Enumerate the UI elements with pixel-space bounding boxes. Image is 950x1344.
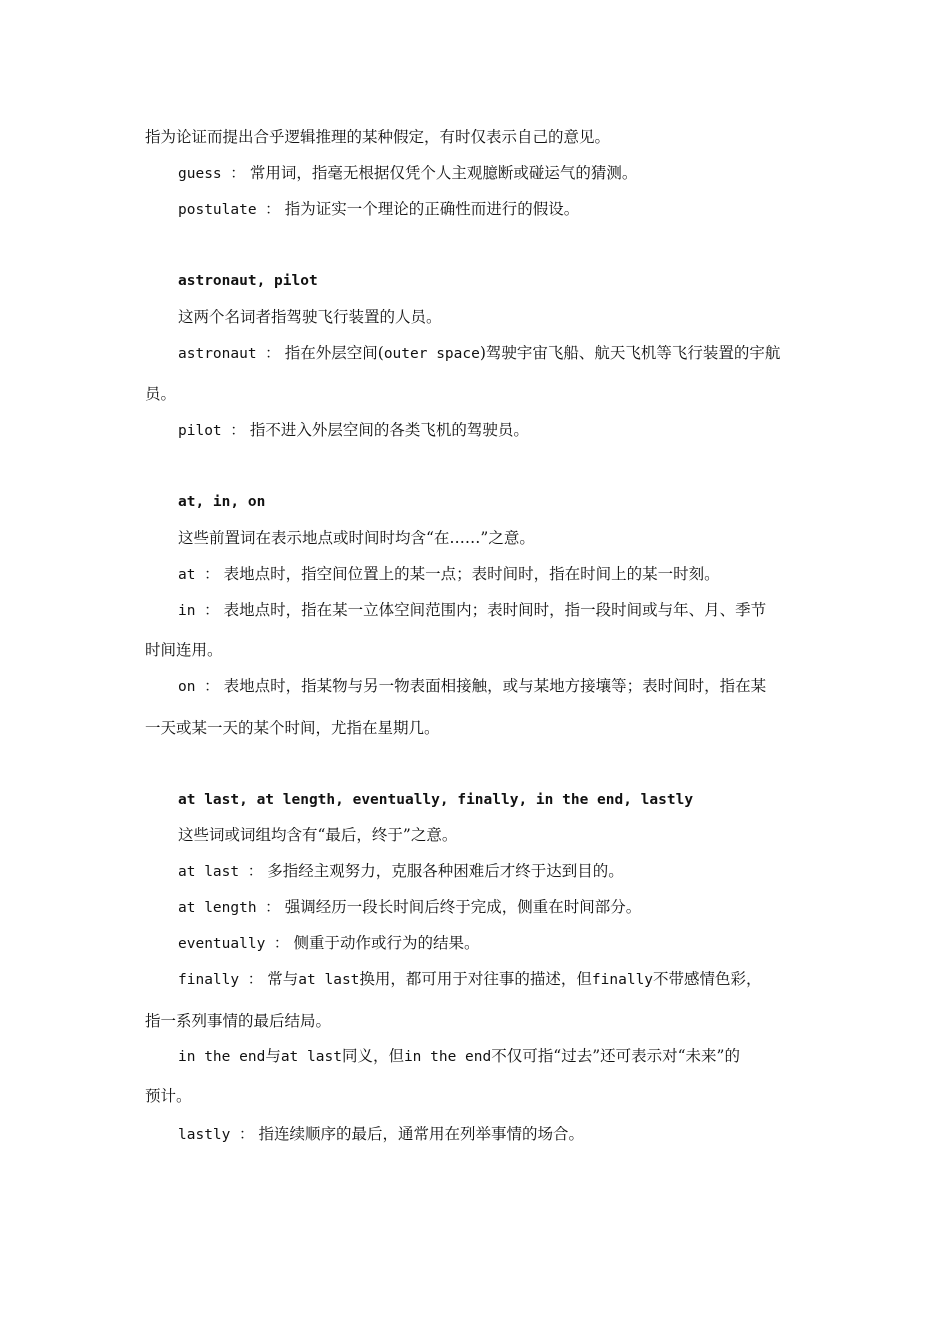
entry-astronaut [178, 343, 810, 364]
term-lastly: lastly ： [178, 1127, 254, 1143]
term-guess: guess ： [178, 166, 245, 182]
intro-line: 指为论证而提出合乎逻辑推理的某种假定，有时仅表示自己的意见。 [145, 128, 611, 146]
entry-eventually [178, 933, 810, 954]
term-astronaut: astronaut ： [178, 346, 280, 362]
definition-astronaut-b: outer space [383, 346, 480, 362]
definition-guess: 常用词，指毫无根据仅凭个人主观臆断或碰运气的猜测。 [249, 164, 638, 182]
definition-pilot: 指不进入外层空间的各类飞机的驾驶员。 [249, 421, 529, 439]
in-the-end-text-4: 同义，但 [341, 1047, 404, 1065]
entry-in [178, 600, 810, 621]
term-at-length: at length ： [178, 900, 280, 916]
entry-at [178, 564, 810, 585]
in-the-end-text-2: 与 [265, 1047, 281, 1065]
entry-astronaut-continued: 员。 [145, 385, 177, 403]
definition-at-last: 多指经主观努力，克服各种困难后才终于达到目的。 [267, 862, 624, 880]
term-finally: finally ： [178, 972, 263, 988]
entry-finally [178, 969, 810, 990]
definition-finally-b: at last [298, 972, 360, 988]
term-at-last: at last ： [178, 864, 263, 880]
term-at: at ： [178, 567, 219, 583]
entry-pilot [178, 420, 810, 441]
definition-eventually: 侧重于动作或行为的结果。 [293, 934, 480, 952]
term-postulate: postulate ： [178, 202, 280, 218]
definition-at: 表地点时，指空间位置上的某一点；表时间时，指在时间上的某一时刻。 [223, 565, 720, 583]
definition-on: 表地点时，指某物与另一物表面相接触，或与某地方接壤等；表时间时，指在某 [223, 677, 767, 695]
term-eventually: eventually ： [178, 936, 289, 952]
definition-in: 表地点时，指在某一立体空间范围内；表时间时，指一段时间或与年、月、季节 [223, 601, 767, 619]
in-the-end-text-3: at last [280, 1049, 342, 1065]
definition-astronaut-a: 指在外层空间( [284, 344, 384, 362]
definition-finally-d: finally [591, 972, 654, 988]
entry-postulate [178, 199, 810, 220]
entry-on [178, 676, 810, 697]
entry-guess [178, 163, 810, 184]
entry-at-length [178, 897, 810, 918]
definition-astronaut-c: )驾驶宇宙飞船、航天飞机等飞行装置的宇航 [479, 344, 781, 362]
section-summary-at-last: 这些词或词组均含有“最后，终于”之意。 [178, 826, 458, 844]
section-heading-at-in-on: at, in, on [178, 494, 266, 510]
entry-finally-continued: 指一系列事情的最后结局。 [145, 1012, 332, 1030]
section-summary-astronaut-pilot: 这两个名词者指驾驶飞行装置的人员。 [178, 308, 442, 326]
entry-at-last [178, 861, 810, 882]
term-in-the-end: in the end [178, 1049, 266, 1065]
entry-in-the-end-continued: 预计。 [145, 1087, 192, 1105]
section-heading-astronaut-pilot: astronaut, pilot [178, 273, 318, 289]
definition-lastly: 指连续顺序的最后，通常用在列举事情的场合。 [258, 1125, 585, 1143]
entry-lastly [178, 1124, 810, 1145]
definition-postulate: 指为证实一个理论的正确性而进行的假设。 [284, 200, 580, 218]
in-the-end-text-5: in the end [403, 1049, 492, 1065]
term-on: on ： [178, 679, 219, 695]
entry-in-the-end [178, 1046, 810, 1067]
definition-finally-a: 常与 [267, 970, 299, 988]
in-the-end-text-6: 不仅可指“过去”还可表示对“未来”的 [491, 1047, 740, 1065]
entry-in-continued: 时间连用。 [145, 641, 223, 659]
definition-finally-e: 不带感情色彩， [653, 970, 762, 988]
definition-at-length: 强调经历一段长时间后终于完成，侧重在时间部分。 [284, 898, 642, 916]
definition-finally-c: 换用，都可用于对往事的描述，但 [359, 970, 592, 988]
entry-on-continued: 一天或某一天的某个时间，尤指在星期几。 [145, 719, 440, 737]
section-summary-at-in-on: 这些前置词在表示地点或时间时均含“在……”之意。 [178, 529, 535, 547]
term-pilot: pilot ： [178, 423, 245, 439]
section-heading-at-last: at last, at length, eventually, finally, in the end, lastly [178, 792, 694, 808]
term-in: in ： [178, 603, 219, 619]
